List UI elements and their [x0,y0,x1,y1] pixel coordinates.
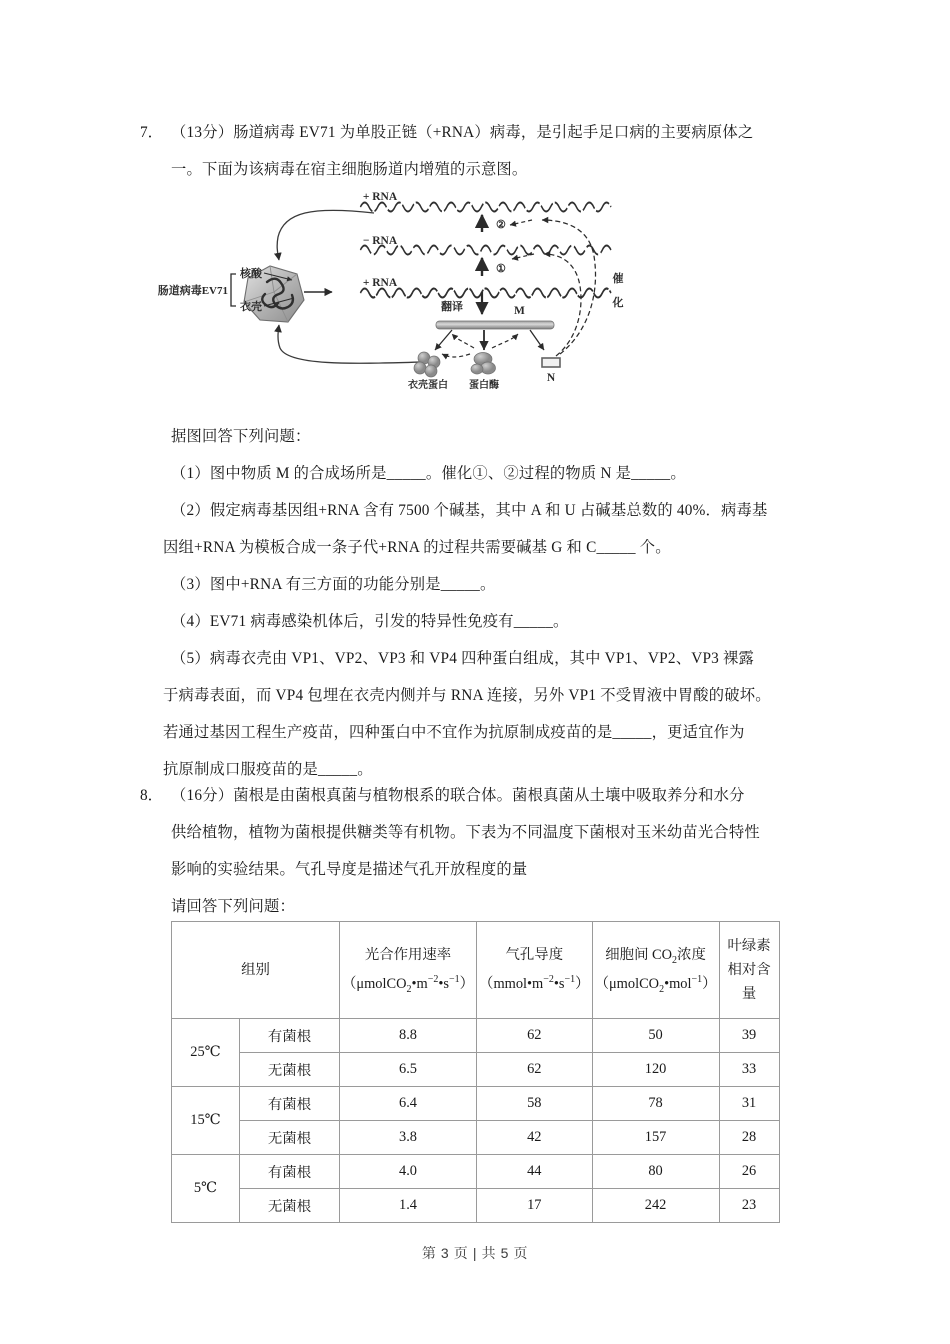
dashed-protease-catalysis-left [452,334,474,348]
question-7-number: 7． [140,124,163,141]
dashed-catalysis-step-one [544,254,581,356]
cell-photosynthetic-rate: 1.4 [340,1189,477,1223]
arrow-to-substance-n [530,330,544,350]
question-8 [140,777,830,925]
question-7-sub-4: （4）EV71 病毒感染机体后，引发的特异性免疫有_____。 [171,613,569,630]
table-header-group [172,922,340,1019]
col1-unit: $(\mu molCO_2•m^{-2}•s^{-1})$ [342,974,475,995]
cell-temperature: 5℃ [172,1155,240,1223]
cell-photosynthetic-rate: 4.0 [340,1155,477,1189]
cell-temperature: 25℃ [172,1019,240,1087]
label-catalysis-char-2: 化 [612,297,624,309]
label-rna-bottom: + RNA [362,277,398,289]
cell-group: 无菌根 [240,1053,340,1087]
rna-strand-bottom [360,289,611,298]
question-8-line-3: 影响的实验结果。气孔导度是描述气孔开放程度的量 [171,861,528,878]
label-capsid-protein: 衣壳蛋白 [408,380,448,391]
polyprotein-bar [436,321,554,329]
col1-title: 光合作用速率 [364,947,452,963]
cell-photosynthetic-rate: 8.8 [340,1019,477,1053]
table-header-row [172,922,780,1019]
cell-photosynthetic-rate: 6.4 [340,1087,477,1121]
cell-chlorophyll-content: 26 [719,1155,779,1189]
cell-group: 无菌根 [240,1189,340,1223]
question-7-sub-2-line-2: 因组+RNA 为模板合成一条子代+RNA 的过程共需要碱基 G 和 C_____ 个。 [163,539,671,556]
question-7-sub-1: （1）图中物质 M 的合成场所是_____。催化①、②过程的物质 N 是_____。 [171,465,686,482]
diagram-canvas [152,182,642,397]
label-substance-m: M [514,305,525,317]
table-header-photosynthetic-rate [340,922,477,1019]
col2-title: 气孔导度 [505,947,564,963]
table-header-stomatal-conductance [477,922,593,1019]
cell-intercellular-co2: 80 [592,1155,719,1189]
question-7-subquestions [163,418,851,788]
cell-stomatal-conductance: 44 [477,1155,593,1189]
cell-intercellular-co2: 157 [592,1121,719,1155]
question-7-line-1: （13分）肠道病毒 EV71 为单股正链（+RNA）病毒，是引起手足口病的主要病原体之 [171,124,754,141]
question-7-sub-5-line-3: 若通过基因工程生产疫苗，四种蛋白中不宜作为抗原制成疫苗的是_____，更适宜作为 [163,724,745,741]
cell-chlorophyll-content: 33 [719,1053,779,1087]
cell-chlorophyll-content: 23 [719,1189,779,1223]
arrow-progeny-rna-to-virus [277,210,374,260]
question-8-line-2: 供给植物，植物为菌根提供糖类等有机物。下表为不同温度下菌根对玉米幼苗光合特性 [171,824,760,841]
cell-photosynthetic-rate: 6.5 [340,1053,477,1087]
label-nucleic-acid: 核酸 [240,268,262,280]
cell-stomatal-conductance: 58 [477,1087,593,1121]
label-step-two: ② [496,219,506,231]
cell-intercellular-co2: 50 [592,1019,719,1053]
cell-group: 有菌根 [240,1019,340,1053]
label-rna-top: + RNA [362,191,398,203]
cell-intercellular-co2: 242 [592,1189,719,1223]
col2-unit: $(mmol•m^{-2}•s^{-1})$ [479,974,590,992]
cell-stomatal-conductance: 17 [477,1189,593,1223]
label-virus-name: 肠道病毒EV71 [157,285,228,297]
capsid-protein-blobs [414,352,440,377]
virus-replication-diagram [152,182,642,397]
cell-group: 有菌根 [240,1155,340,1189]
question-8-prompt: 请回答下列问题： [171,898,295,915]
dashed-inbound-step-two [510,220,532,225]
arrow-capsid-protein-to-virus [278,325,422,363]
cell-stomatal-conductance: 62 [477,1053,593,1087]
question-8-number: 8． [140,787,163,804]
question-7-sub-5-line-2: 于病毒表面，而 VP4 包埋在衣壳内侧并与 RNA 连接，另外 VP1 不受胃液中胃酸的破坏。 [163,687,771,704]
cell-chlorophyll-content: 39 [719,1019,779,1053]
table-header-group-label: 组别 [241,962,270,978]
question-7-sub-3: （3）图中+RNA 有三方面的功能分别是_____。 [171,576,496,593]
col4-title: 叶绿素相对含量 [727,938,771,1002]
cell-stomatal-conductance: 62 [477,1019,593,1053]
cell-intercellular-co2: 78 [592,1087,719,1121]
protease-blob [471,353,496,375]
label-step-one: ① [496,263,506,275]
question-7-sub-5-line-4: 抗原制成口服疫苗的是_____。 [163,761,373,778]
table-row [172,1155,780,1189]
table-header-chlorophyll-content [719,922,779,1019]
question-7-sub-5-line-1: （5）病毒衣壳由 VP1、VP2、VP3 和 VP4 四种蛋白组成，其中 VP1、VP2、VP3 裸露 [171,650,755,667]
col3-title: 细胞间 $CO_2$浓度 [605,947,706,966]
cell-stomatal-conductance: 42 [477,1121,593,1155]
question-7-prompt: 据图回答下列问题： [171,428,311,445]
page-footer: 第 3 页 | 共 5 页 [421,1245,529,1261]
question-7-sub-2-line-1: （2）假定病毒基因组+RNA 含有 7500 个碱基，其中 A 和 U 占碱基总数的 40%．病毒基 [171,502,768,519]
table-row [172,1087,780,1121]
cell-chlorophyll-content: 31 [719,1087,779,1121]
photosynthesis-data-table-wrap [171,921,780,1223]
dashed-inbound-step-one [512,254,534,259]
col3-unit: （μmolCO$_2$•mol$^{-1}$） [594,974,717,995]
dashed-catalysis-step-two [542,220,596,354]
virus-brace [231,274,236,306]
table-row [172,1019,780,1053]
label-translation: 翻译 [441,301,463,313]
substance-n-box [542,358,560,367]
cell-intercellular-co2: 120 [592,1053,719,1087]
cell-photosynthetic-rate: 3.8 [340,1121,477,1155]
label-protease: 蛋白酶 [469,380,499,391]
table-row [172,1053,780,1087]
table-header-intercellular-co2 [592,922,719,1019]
dashed-protease-to-capsid [442,354,470,357]
photosynthesis-data-table [171,921,780,1223]
dashed-protease-catalysis-right [492,334,518,348]
label-substance-n: N [546,372,556,384]
cell-group: 有菌根 [240,1087,340,1121]
rna-strand-middle [360,246,611,255]
label-rna-middle: − RNA [362,235,398,247]
table-row [172,1189,780,1223]
cell-chlorophyll-content: 28 [719,1121,779,1155]
question-7-line-2: 一。下面为该病毒在宿主细胞肠道内增殖的示意图。 [171,161,528,178]
table-row [172,1121,780,1155]
rna-strand-top [360,203,611,212]
question-7 [140,114,830,188]
cell-temperature: 15℃ [172,1087,240,1155]
arrow-to-capsid-protein [435,330,452,350]
label-capsid: 衣壳 [240,301,262,313]
cell-group: 无菌根 [240,1121,340,1155]
label-catalysis-char-1: 催 [612,273,624,285]
question-8-line-1: （16分）菌根是由菌根真菌与植物根系的联合体。菌根真菌从土壤中吸取养分和水分 [171,787,745,804]
